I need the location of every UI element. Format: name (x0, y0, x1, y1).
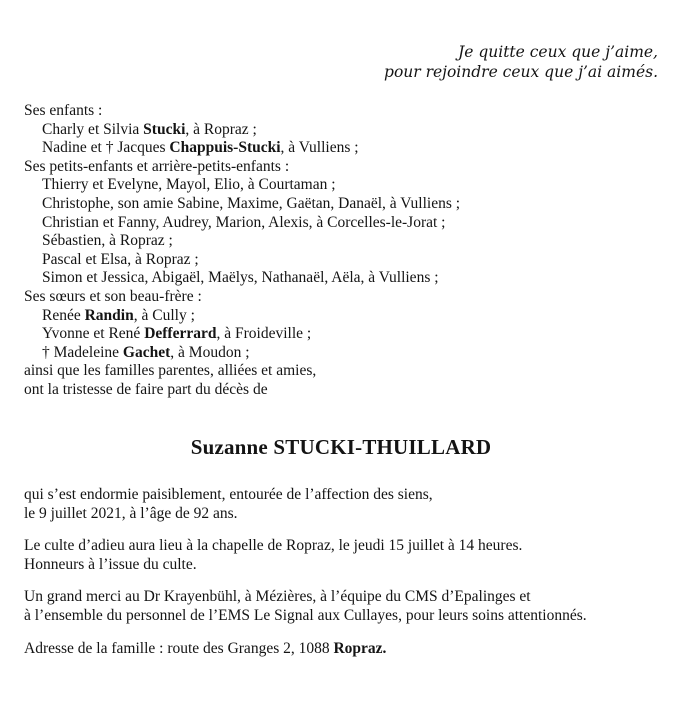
surname-bold: Chappuis-Stucki (169, 139, 281, 157)
paragraph (24, 537, 658, 574)
paragraph (24, 486, 658, 523)
family-list-line (24, 362, 658, 381)
family-list-line (24, 121, 658, 140)
paragraph (24, 588, 658, 625)
text-segment: Adresse de la famille : route des Granges 2, 1088 (24, 639, 334, 657)
text-segment: Christian et Fanny, Audrey, Marion, Alexis, à Corcelles-le-Jorat ; (42, 213, 446, 231)
surname-bold: Stucki (143, 120, 186, 138)
paragraph-line: le 9 juillet 2021, à l’âge de 92 ans. (24, 504, 238, 522)
text-segment: † Madeleine (42, 343, 123, 361)
text-segment: Ses petits-enfants et arrière-petits-enfants : (24, 157, 290, 175)
deceased-name: Suzanne STUCKI-THUILLARD (190, 434, 492, 459)
family-list-line (24, 195, 658, 214)
family-list-line (24, 325, 658, 344)
family-list-line (24, 158, 658, 177)
body-paragraphs (24, 486, 658, 626)
paragraph-line: Honneurs à l’issue du culte. (24, 555, 197, 573)
text-segment: Nadine et † Jacques (42, 139, 170, 157)
family-list-line (24, 251, 658, 270)
family-list-line (24, 139, 658, 158)
text-segment: ont la tristesse de faire part du décès de (24, 380, 268, 398)
text-segment: , à Vulliens ; (280, 139, 359, 157)
text-segment: Renée (42, 306, 85, 324)
text-segment: Ses enfants : (24, 102, 103, 119)
family-list-line (24, 269, 658, 288)
epigraph-line-1: Je quitte ceux que j’aime, (458, 43, 658, 61)
text-segment: Simon et Jessica, Abigaël, Maëlys, Nathanaël, Aëla, à Vulliens ; (42, 269, 439, 287)
text-segment: , à Moudon ; (170, 343, 250, 361)
paragraph-line: à l’ensemble du personnel de l’EMS Le Signal aux Cullayes, pour leurs soins attentionnés. (24, 607, 587, 625)
text-segment: Christophe, son amie Sabine, Maxime, Gaëtan, Danaël, à Vulliens ; (42, 194, 461, 212)
surname-bold: Randin (84, 306, 134, 324)
surname-bold: Ropraz. (333, 639, 387, 657)
family-list-line (24, 344, 658, 363)
text-segment: Charly et Silvia (42, 120, 144, 138)
text-segment: Pascal et Elsa, à Ropraz ; (42, 250, 199, 268)
text-segment: ainsi que les familles parentes, alliées et amies, (24, 362, 317, 380)
text-segment: , à Cully ; (133, 306, 195, 324)
text-segment: , à Ropraz ; (185, 120, 257, 138)
text-segment: Thierry et Evelyne, Mayol, Elio, à Courtaman ; (42, 176, 336, 194)
surname-bold: Defferrard (144, 325, 217, 343)
family-list-line (24, 102, 658, 121)
family-list-line (24, 214, 658, 233)
text-segment: , à Froideville ; (216, 325, 312, 343)
family-list (24, 102, 658, 400)
family-list-line (24, 232, 658, 251)
epigraph-line-2: pour rejoindre ceux que j’ai aimés. (384, 63, 658, 81)
family-list-line (24, 307, 658, 326)
paragraph-line: qui s’est endormie paisiblement, entourée de l’affection des siens, (24, 486, 433, 504)
paragraph-line: Le culte d’adieu aura lieu à la chapelle de Ropraz, le jeudi 15 juillet à 14 heures. (24, 537, 523, 555)
family-list-line (24, 381, 658, 400)
text-segment: Ses sœurs et son beau-frère : (24, 287, 202, 305)
epigraph (24, 42, 658, 82)
text-segment: Sébastien, à Ropraz ; (42, 232, 173, 250)
family-list-line (24, 176, 658, 195)
surname-bold: Gachet (122, 343, 171, 361)
text-segment: Yvonne et René (42, 325, 145, 343)
paragraph-line: Un grand merci au Dr Krayenbühl, à Mézières, à l’équipe du CMS d’Epalinges et (24, 588, 531, 606)
family-address (24, 640, 658, 659)
family-list-line (24, 288, 658, 307)
